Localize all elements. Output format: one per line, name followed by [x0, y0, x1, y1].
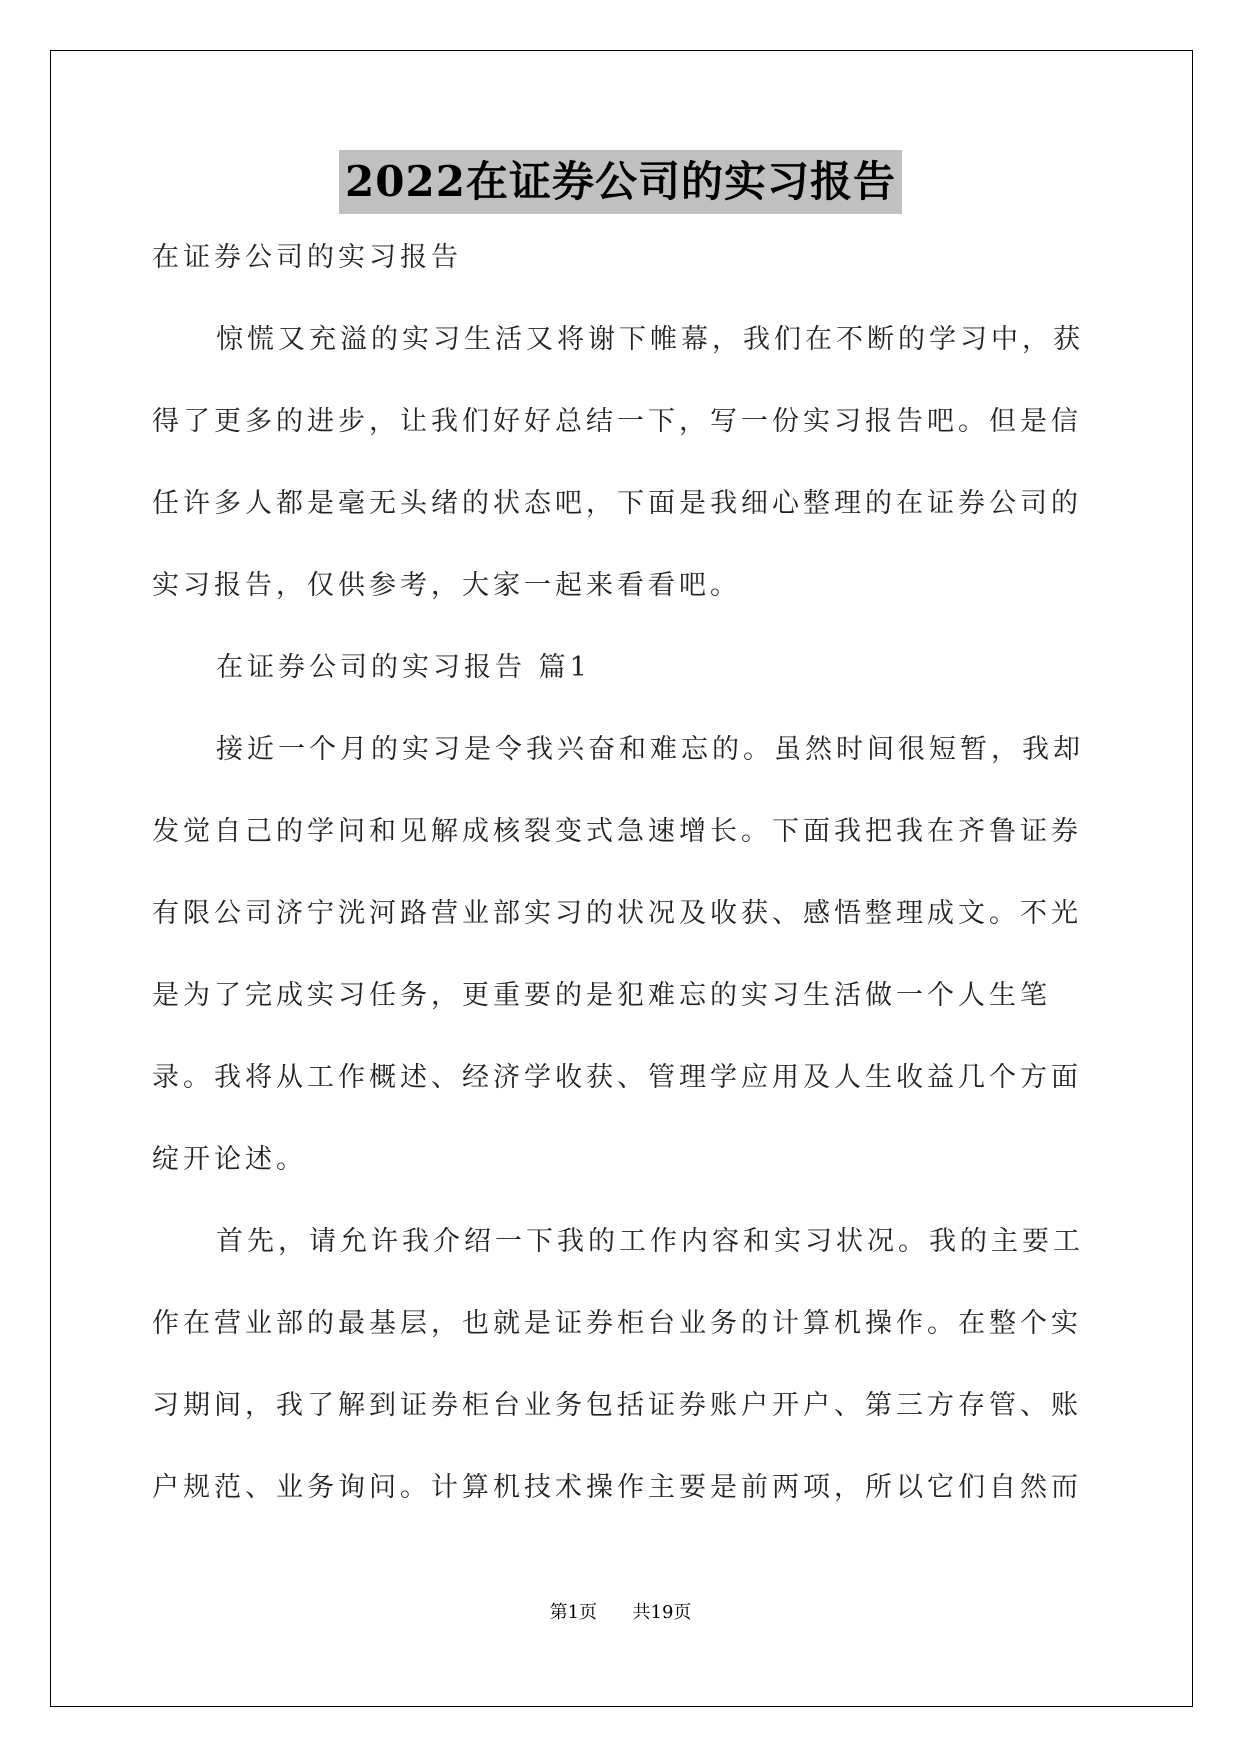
page-footer [0, 1598, 1241, 1624]
document-body [152, 217, 1092, 1529]
page-number: 第1页 [549, 1602, 598, 1623]
paragraph-1: 接近一个月的实习是令我兴奋和难忘的。虽然时间很短暂，我却发觉自己的学问和见解成核裂变式急速增长。下面我把我在齐鲁证券有限公司济宁洸河路营业部实习的状况及收获、感悟整理成文。不光是为了完成实习任务，更重要的是犯难忘的实习生活做一个人生笔录。我将从工作概述、经济学收获、管理学应用及人生收益几个方面绽开论述。 [152, 734, 1084, 1175]
paragraph-2: 首先，请允许我介绍一下我的工作内容和实习状况。我的主要工作在营业部的最基层，也就是证券柜台业务的计算机操作。在整个实习期间，我了解到证券柜台业务包括证券账户开户、第三方存管、账户规范、业务询问。计算机技术操作主要是前两项，所以它们自然而 [152, 1226, 1084, 1503]
document-title: 2022在证券公司的实习报告 [339, 150, 902, 214]
document-subtitle: 在证券公司的实习报告 [152, 242, 462, 273]
page-total: 共19页 [632, 1602, 692, 1623]
paragraph-intro: 惊慌又充溢的实习生活又将谢下帷幕，我们在不断的学习中，获得了更多的进步，让我们好好总结一下，写一份实习报告吧。但是信任许多人都是毫无头绪的状态吧，下面是我细心整理的在证券公司的实习报告，仅供参考，大家一起来看看吧。 [152, 324, 1084, 601]
section-heading: 在证券公司的实习报告 篇1 [216, 652, 591, 683]
title-container [0, 150, 1241, 214]
